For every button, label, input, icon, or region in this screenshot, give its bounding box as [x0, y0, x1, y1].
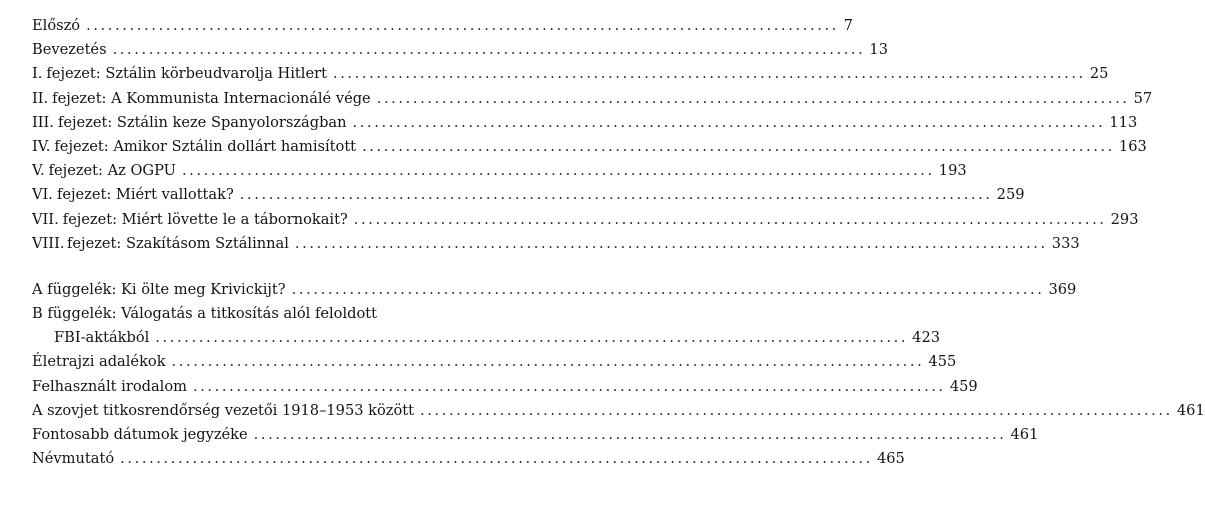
toc-leader-dots: ........................................................................................................ [239, 186, 993, 204]
toc-page-number: 461 [1010, 426, 1039, 443]
toc-leader-dots: ........................................................................................................ [420, 401, 1173, 419]
toc-leader-dots: ........................................................................................................ [352, 113, 1106, 131]
toc-page-number: 113 [1109, 113, 1138, 131]
toc-entry-appendix-a[interactable] [32, 278, 1077, 302]
chapter-number: V. [32, 162, 45, 180]
chapter-number: IV. [32, 137, 51, 155]
toc-entry-irodalom[interactable] [32, 375, 978, 399]
toc-entry-chapter-2[interactable] [32, 87, 1153, 111]
toc-entry-label: fejezet: Az OGPU [48, 162, 176, 180]
toc-page-number: 57 [1133, 89, 1153, 107]
toc-entry-bevezetes[interactable] [32, 38, 888, 62]
toc-entry-chapter-7[interactable] [32, 208, 1139, 232]
toc-page-number: 423 [912, 329, 941, 347]
toc-entry-chapter-5[interactable] [32, 159, 967, 183]
toc-leader-dots: ........................................................................................................ [353, 210, 1107, 228]
toc-entry-chapter-3[interactable] [32, 111, 1138, 135]
toc-entry-chapter-8[interactable] [32, 232, 1080, 256]
toc-page-number: 459 [949, 377, 978, 395]
toc-leader-dots: ........................................................................................................ [112, 41, 866, 59]
toc-page-number: 461 [1176, 401, 1205, 419]
toc-entry-chapter-4[interactable] [32, 135, 1147, 159]
chapter-number: I. [32, 65, 43, 83]
toc-page-number: 25 [1089, 65, 1109, 83]
chapter-number: III. [32, 113, 54, 131]
toc-entry-label: Előszó [32, 17, 81, 34]
toc-leader-dots: ........................................................................................................ [291, 280, 1045, 298]
toc-entry-label: Életrajzi adalékok [32, 353, 166, 371]
toc-page-number: 293 [1110, 210, 1139, 228]
toc-leader-dots: ........................................................................................................ [332, 65, 1086, 83]
toc-entry-label: Névmutató [32, 450, 115, 468]
toc-leader-dots: ........................................................................................................ [86, 17, 839, 34]
toc-entry-label: fejezet: Amikor Sztálin dollárt hamisított [54, 137, 357, 155]
toc-page-number: 333 [1051, 234, 1080, 252]
toc-entry-datumok[interactable] [32, 423, 1039, 447]
toc-entry-label: fejezet: Sztálin körbeudvarolja Hitlert [46, 65, 327, 83]
toc-entry-nevmutato[interactable] [32, 447, 905, 471]
toc-entry-label: Fontosabb dátumok jegyzéke [32, 426, 248, 443]
toc-leader-dots: ........................................................................................................ [294, 234, 1048, 252]
toc-leader-dots: ........................................................................................................ [181, 162, 935, 180]
toc-page-number: 455 [928, 353, 957, 371]
toc-leader-dots: ........................................................................................................ [192, 377, 946, 395]
toc-entry-appendix-b-line2[interactable] [32, 326, 941, 350]
toc-entry-label: FBI-aktákból [54, 329, 150, 347]
toc-entry-label: Felhasznált irodalom [32, 377, 187, 395]
chapter-number: II. [32, 89, 49, 107]
toc-page-number: 465 [876, 450, 905, 468]
toc-entry-label: fejezet: Miért lövette le a tábornokait? [62, 210, 348, 228]
toc-page-number: 259 [996, 186, 1025, 204]
toc-page-number: 369 [1048, 280, 1077, 298]
toc-leader-dots: ........................................................................................................ [155, 329, 909, 347]
toc-entry-label: A függelék: Ki ölte meg Krivickijt? [32, 280, 286, 298]
toc-entry-label: fejezet: A Kommunista Internacionálé vége [52, 89, 371, 107]
toc-entry-label: fejezet: Sztálin keze Spanyolországban [57, 113, 347, 131]
toc-leader-dots: ........................................................................................................ [120, 450, 873, 468]
toc-entry-appendix-b-line1[interactable] [32, 302, 492, 326]
toc-entry-eletrajzi[interactable] [32, 350, 957, 374]
toc-leader-dots: ........................................................................................................ [171, 353, 925, 371]
toc-entry-vezetoi[interactable] [32, 399, 1205, 423]
toc-leader-dots: ........................................................................................................ [376, 89, 1130, 107]
toc-page-number: 163 [1118, 137, 1147, 155]
chapter-number: VIII. [32, 234, 65, 252]
toc-leader-dots: ........................................................................................................ [362, 137, 1115, 155]
toc-entry-label: Bevezetés [32, 41, 107, 59]
chapter-number: VI. [32, 186, 53, 204]
toc-entry-chapter-1[interactable] [32, 62, 1109, 86]
toc-entry-label: B függelék: Válogatás a titkosítás alól feloldott [32, 305, 377, 323]
toc-leader-dots: ........................................................................................................ [253, 426, 1007, 443]
toc-page-number: 13 [869, 41, 888, 59]
toc-entry-label: fejezet: Miért vallottak? [56, 186, 234, 204]
toc-page-number: 193 [938, 162, 967, 180]
chapter-number: VII. [32, 210, 59, 228]
section-gap [32, 256, 492, 278]
table-of-contents [32, 14, 1205, 471]
toc-entry-label: fejezet: Szakításom Sztálinnal [67, 234, 289, 252]
toc-entry-label: A szovjet titkosrendőrség vezetői 1918–1953 között [32, 401, 415, 419]
toc-entry-chapter-6[interactable] [32, 183, 1025, 207]
toc-page-number: 7 [843, 17, 853, 34]
toc-entry-eloszo[interactable] [32, 14, 853, 38]
